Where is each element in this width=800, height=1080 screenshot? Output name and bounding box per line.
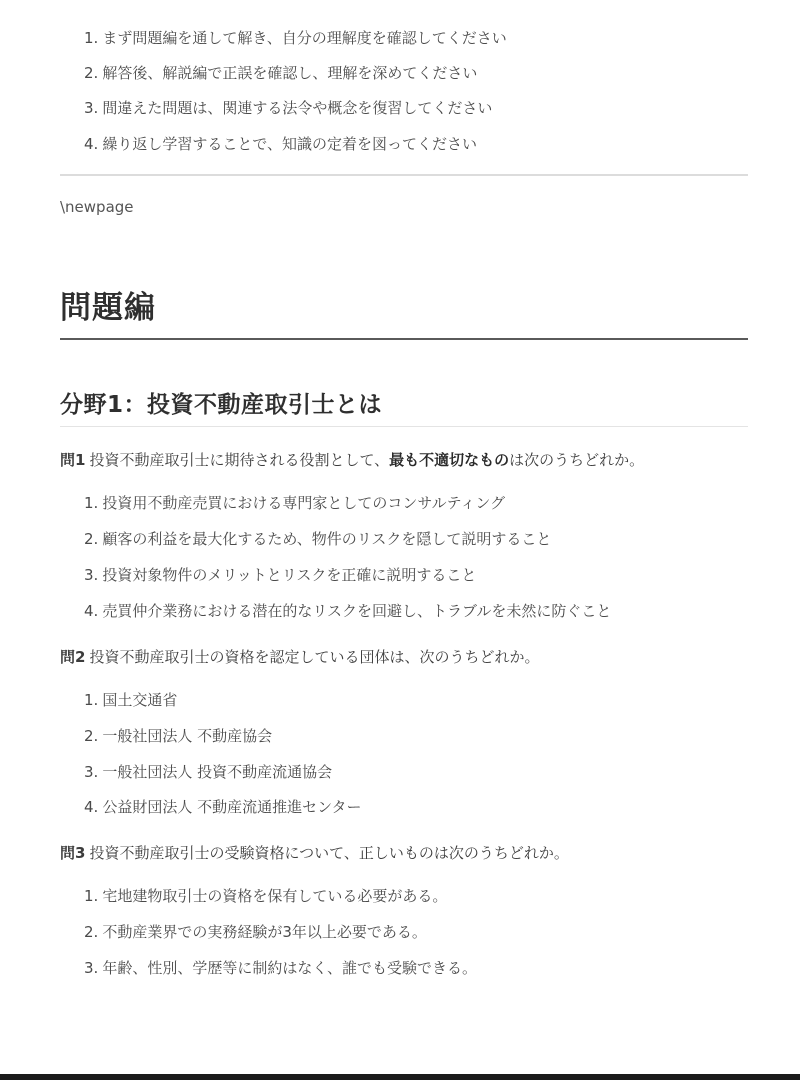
- choice-text: 投資対象物件のメリットとリスクを正確に説明すること: [102, 566, 477, 584]
- choice-item: [84, 565, 476, 585]
- step-text: まず問題編を通して解き、自分の理解度を確認してください: [102, 29, 507, 47]
- question-2: [60, 647, 539, 667]
- step-number: 2.: [84, 64, 99, 82]
- choice-item: [84, 601, 611, 621]
- question-text: 投資不動産取引士の受験資格について、正しいものは次のうちどれか。: [89, 844, 569, 862]
- choice-number: 3.: [84, 566, 99, 584]
- choice-text: 年齢、性別、学歴等に制約はなく、誰でも受験できる。: [102, 959, 478, 977]
- choice-item: [84, 797, 361, 817]
- choice-item: [84, 726, 272, 746]
- step-number: 1.: [84, 29, 99, 47]
- choice-item: [84, 958, 477, 978]
- choice-item: [84, 690, 177, 710]
- choice-number: 2.: [84, 923, 99, 941]
- study-step: [84, 98, 492, 118]
- section-title-underline: [60, 338, 748, 340]
- section-title: 問題編: [60, 290, 156, 326]
- question-3: [60, 843, 569, 863]
- choice-item: [84, 493, 505, 513]
- question-text-before: 投資不動産取引士に期待される役割として、: [89, 451, 390, 469]
- horizontal-rule: [60, 174, 748, 176]
- choice-number: 1.: [84, 691, 99, 709]
- study-step: [84, 63, 477, 83]
- study-step: [84, 28, 507, 48]
- choice-text: 顧客の利益を最大化するため、物件のリスクを隠して説明すること: [102, 530, 552, 548]
- choice-text: 国土交通省: [102, 691, 178, 709]
- choice-number: 4.: [84, 798, 99, 816]
- choice-number: 3.: [84, 959, 99, 977]
- question-label: 問2: [60, 648, 86, 666]
- question-text-after: は次のうちどれか。: [509, 451, 645, 469]
- screen-bottom-edge: [0, 1074, 800, 1080]
- study-step: [84, 134, 477, 154]
- step-number: 4.: [84, 135, 99, 153]
- choice-text: 不動産業界での実務経験が3年以上必要である。: [102, 923, 427, 941]
- choice-number: 1.: [84, 887, 99, 905]
- step-text: 繰り返し学習することで、知識の定着を図ってください: [102, 135, 478, 153]
- choice-item: [84, 922, 427, 942]
- choice-item: [84, 529, 551, 549]
- choice-text: 一般社団法人 不動産協会: [102, 727, 273, 745]
- choice-text: 一般社団法人 投資不動産流通協会: [102, 763, 333, 781]
- choice-text: 投資用不動産売買における専門家としてのコンサルティング: [102, 494, 506, 512]
- step-text: 解答後、解説編で正誤を確認し、理解を深めてください: [102, 64, 478, 82]
- choice-number: 2.: [84, 530, 99, 548]
- choice-number: 2.: [84, 727, 99, 745]
- choice-item: [84, 886, 447, 906]
- newpage-command: \newpage: [60, 198, 134, 216]
- question-label: 問3: [60, 844, 86, 862]
- question-text: 投資不動産取引士の資格を認定している団体は、次のうちどれか。: [89, 648, 540, 666]
- choice-number: 1.: [84, 494, 99, 512]
- step-number: 3.: [84, 99, 99, 117]
- choice-item: [84, 762, 332, 782]
- field-title-underline: [60, 426, 748, 427]
- step-text: 間違えた問題は、関連する法令や概念を復習してください: [102, 99, 493, 117]
- question-emphasis: 最も不適切なもの: [389, 451, 510, 469]
- question-label: 問1: [60, 451, 86, 469]
- field-title: 分野1：投資不動産取引士とは: [60, 392, 383, 418]
- choice-number: 4.: [84, 602, 99, 620]
- choice-text: 公益財団法人 不動産流通推進センター: [102, 798, 362, 816]
- question-1: [60, 450, 644, 470]
- choice-text: 宅地建物取引士の資格を保有している必要がある。: [102, 887, 448, 905]
- choice-text: 売買仲介業務における潜在的なリスクを回避し、トラブルを未然に防ぐこと: [102, 602, 612, 620]
- choice-number: 3.: [84, 763, 99, 781]
